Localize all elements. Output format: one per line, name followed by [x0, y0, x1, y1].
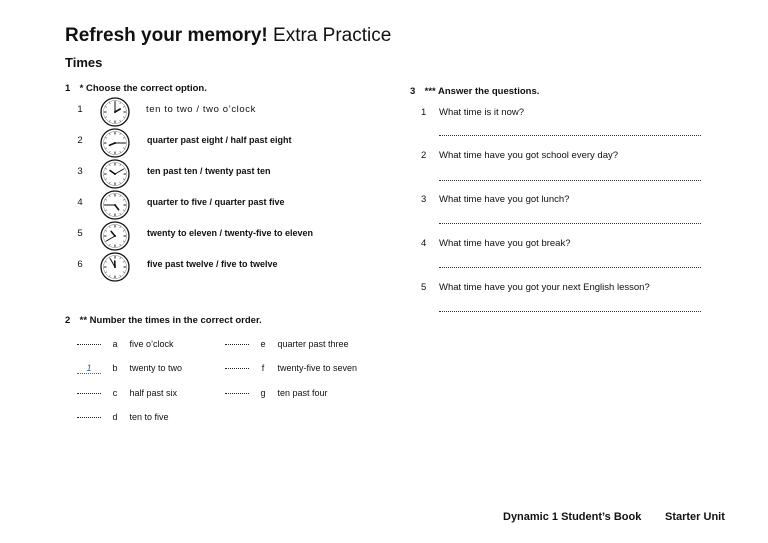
clock-center	[114, 142, 116, 144]
ex3-question	[421, 150, 618, 161]
exercise-3-number: 3	[410, 86, 416, 97]
ex1-item-text[interactable]: twenty to eleven / twenty-five to eleven	[147, 228, 314, 238]
ex3-number: 3	[421, 194, 427, 205]
clock-icon	[100, 128, 130, 158]
page-title	[65, 25, 391, 47]
ex3-text: What time have you got break?	[439, 238, 571, 249]
ex2-item	[77, 412, 169, 422]
ex2-item	[77, 363, 182, 374]
footer-unit: Starter Unit	[665, 511, 725, 523]
exercise-1-number: 1	[65, 83, 71, 94]
ex2-letter: a	[112, 339, 118, 349]
exercise-3-heading	[410, 86, 539, 97]
ex1-item-text[interactable]: quarter past eight / half past eight	[147, 135, 292, 145]
title-rest: Extra Practice	[273, 25, 392, 46]
ex2-item	[225, 363, 357, 373]
clock-icon	[100, 221, 130, 251]
answer-line[interactable]	[439, 223, 701, 224]
clock-center	[114, 235, 116, 237]
ex3-question	[421, 238, 571, 249]
ex3-number: 2	[421, 150, 427, 161]
answer-blank[interactable]	[77, 417, 101, 418]
exercise-2-heading	[65, 315, 262, 326]
ex1-item-number: 3	[77, 166, 83, 177]
ex2-letter: g	[260, 388, 266, 398]
footer-book-title: Dynamic 1 Student’s Book	[503, 511, 642, 523]
answer-line[interactable]	[439, 180, 701, 181]
ex3-text: What time have you got your next English lesson?	[439, 282, 650, 293]
answer-line[interactable]	[439, 135, 701, 136]
ex2-letter: d	[112, 412, 118, 422]
exercise-2-instruction: ** Number the times in the correct order.	[79, 315, 262, 326]
ex3-text: What time is it now?	[439, 107, 524, 118]
exercise-1-instruction: * Choose the correct option.	[79, 83, 207, 94]
ex1-item-number: 6	[77, 259, 83, 270]
ex1-item-number: 1	[77, 104, 83, 115]
ex2-text: ten to five	[129, 412, 169, 422]
answer-blank[interactable]	[225, 344, 249, 345]
answer-blank[interactable]	[77, 344, 101, 345]
ex2-text: quarter past three	[277, 339, 349, 349]
clock-icon	[100, 97, 130, 127]
clock-center	[114, 173, 116, 175]
ex1-item-text[interactable]: five past twelve / five to twelve	[147, 259, 278, 269]
ex2-text: twenty-five to seven	[277, 363, 358, 373]
ex2-letter: f	[261, 363, 265, 373]
ex1-item-text[interactable]: ten past ten / twenty past ten	[147, 166, 271, 176]
ex2-text: five o’clock	[129, 339, 174, 349]
answer-line[interactable]	[439, 311, 701, 312]
ex2-letter: b	[112, 363, 118, 373]
ex2-item	[77, 388, 177, 398]
answer-blank[interactable]	[225, 368, 249, 369]
ex3-number: 5	[421, 282, 427, 293]
ex1-item-number: 2	[77, 135, 83, 146]
clock-icon	[100, 190, 130, 220]
ex2-letter: c	[112, 388, 118, 398]
ex3-number: 4	[421, 238, 427, 249]
title-bold: Refresh your memory!	[65, 25, 268, 46]
ex2-text: ten past four	[277, 388, 328, 398]
ex3-number: 1	[421, 107, 427, 118]
ex2-item	[225, 339, 349, 349]
ex3-text: What time have you got lunch?	[439, 194, 570, 205]
clock-icon	[100, 159, 130, 189]
clock-center	[114, 111, 116, 113]
section-title: Times	[65, 55, 103, 70]
ex2-letter: e	[260, 339, 266, 349]
ex2-item	[225, 388, 328, 398]
clock-center	[114, 266, 116, 268]
exercise-3-instruction: *** Answer the questions.	[424, 86, 540, 97]
answer-blank[interactable]	[225, 393, 249, 394]
ex1-item-number: 4	[77, 197, 83, 208]
ex3-question	[421, 194, 569, 205]
ex3-text: What time have you got school every day?	[439, 150, 619, 161]
answer-filled[interactable]: 1	[77, 364, 101, 374]
clock-icon	[100, 252, 130, 282]
exercise-2-number: 2	[65, 315, 71, 326]
exercise-1-heading	[65, 83, 207, 94]
ex2-text: twenty to two	[129, 363, 183, 373]
ex1-item-text[interactable]: ten to two / two o’clock	[146, 104, 256, 115]
answer-line[interactable]	[439, 267, 701, 268]
ex2-text: half past six	[129, 388, 178, 398]
answer-blank[interactable]	[77, 393, 101, 394]
ex1-item-number: 5	[77, 228, 83, 239]
ex1-item-text[interactable]: quarter to five / quarter past five	[147, 197, 285, 207]
ex3-question	[421, 282, 650, 293]
ex2-item	[77, 339, 174, 349]
clock-center	[114, 204, 116, 206]
ex3-question	[421, 107, 524, 118]
